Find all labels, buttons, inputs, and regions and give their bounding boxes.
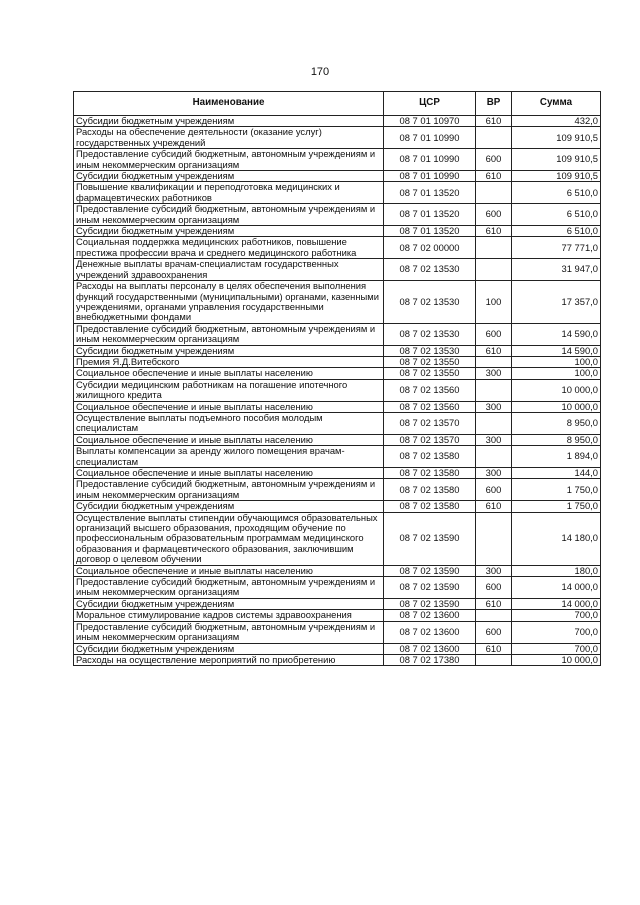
cell-csr: 08 7 02 13530 (384, 281, 476, 324)
column-header-csr: ЦСР (384, 92, 476, 116)
table-row (74, 182, 601, 204)
table-row (74, 259, 601, 281)
table-row (74, 379, 601, 401)
cell-vr: 610 (476, 226, 512, 237)
cell-name: Социальная поддержка медицинских работников, повышение престижа профессии врача и среднего медицинского работника (74, 237, 384, 259)
cell-sum: 700,0 (512, 643, 601, 654)
table-row (74, 368, 601, 379)
cell-vr (476, 446, 512, 468)
cell-sum: 100,0 (512, 356, 601, 367)
cell-vr: 610 (476, 345, 512, 356)
cell-name: Субсидии бюджетным учреждениям (74, 226, 384, 237)
cell-vr: 610 (476, 598, 512, 609)
cell-vr: 600 (476, 149, 512, 171)
cell-name: Субсидии бюджетным учреждениям (74, 598, 384, 609)
cell-sum: 180,0 (512, 565, 601, 576)
cell-csr: 08 7 02 13600 (384, 610, 476, 621)
cell-name: Субсидии бюджетным учреждениям (74, 116, 384, 127)
cell-name: Предоставление субсидий бюджетным, автономным учреждениям и иным некоммерческим организациям (74, 479, 384, 501)
cell-name: Субсидии бюджетным учреждениям (74, 643, 384, 654)
cell-sum: 14 000,0 (512, 577, 601, 599)
cell-csr: 08 7 02 13580 (384, 446, 476, 468)
cell-vr (476, 412, 512, 434)
cell-sum: 10 000,0 (512, 401, 601, 412)
table-header-row (74, 92, 601, 116)
table-row (74, 621, 601, 643)
table-row (74, 434, 601, 445)
cell-name: Социальное обеспечение и иные выплаты населению (74, 401, 384, 412)
cell-csr: 08 7 02 13560 (384, 401, 476, 412)
cell-csr: 08 7 02 13560 (384, 379, 476, 401)
budget-table (73, 91, 601, 666)
cell-vr (476, 182, 512, 204)
cell-vr: 300 (476, 565, 512, 576)
cell-csr: 08 7 02 13530 (384, 259, 476, 281)
cell-sum: 77 771,0 (512, 237, 601, 259)
cell-csr: 08 7 02 13590 (384, 565, 476, 576)
cell-csr: 08 7 02 13550 (384, 368, 476, 379)
cell-vr: 610 (476, 501, 512, 512)
cell-csr: 08 7 02 13590 (384, 598, 476, 609)
cell-name: Социальное обеспечение и иные выплаты населению (74, 368, 384, 379)
table-row (74, 501, 601, 512)
cell-csr: 08 7 02 13590 (384, 577, 476, 599)
cell-sum: 14 590,0 (512, 323, 601, 345)
cell-csr: 08 7 01 13520 (384, 204, 476, 226)
cell-csr: 08 7 01 10990 (384, 171, 476, 182)
cell-vr: 600 (476, 621, 512, 643)
cell-vr (476, 512, 512, 565)
table-row (74, 610, 601, 621)
cell-name: Моральное стимулирование кадров системы здравоохранения (74, 610, 384, 621)
cell-sum: 14 000,0 (512, 598, 601, 609)
cell-sum: 31 947,0 (512, 259, 601, 281)
cell-sum: 700,0 (512, 610, 601, 621)
cell-vr: 600 (476, 577, 512, 599)
cell-vr: 600 (476, 479, 512, 501)
page-number: 170 (310, 66, 330, 78)
cell-csr: 08 7 02 13580 (384, 501, 476, 512)
cell-csr: 08 7 02 13550 (384, 356, 476, 367)
cell-name: Предоставление субсидий бюджетным, автономным учреждениям и иным некоммерческим организациям (74, 323, 384, 345)
column-header-sum: Сумма (512, 92, 601, 116)
cell-csr: 08 7 02 13570 (384, 412, 476, 434)
cell-sum: 109 910,5 (512, 171, 601, 182)
cell-name: Предоставление субсидий бюджетным, автономным учреждениям и иным некоммерческим организациям (74, 204, 384, 226)
cell-sum: 6 510,0 (512, 226, 601, 237)
cell-sum: 8 950,0 (512, 412, 601, 434)
cell-name: Премия Я.Д.Витебского (74, 356, 384, 367)
cell-sum: 1 894,0 (512, 446, 601, 468)
cell-name: Осуществление выплаты подъемного пособия молодым специалистам (74, 412, 384, 434)
table-row (74, 401, 601, 412)
cell-sum: 6 510,0 (512, 204, 601, 226)
cell-name: Социальное обеспечение и иные выплаты населению (74, 565, 384, 576)
table-row (74, 643, 601, 654)
table-row (74, 345, 601, 356)
table-row (74, 323, 601, 345)
cell-sum: 144,0 (512, 468, 601, 479)
cell-vr: 300 (476, 468, 512, 479)
table-row (74, 654, 601, 665)
table-row (74, 204, 601, 226)
table-row (74, 237, 601, 259)
cell-csr: 08 7 02 13600 (384, 643, 476, 654)
cell-name: Социальное обеспечение и иные выплаты населению (74, 468, 384, 479)
cell-sum: 1 750,0 (512, 479, 601, 501)
cell-csr: 08 7 02 17380 (384, 654, 476, 665)
cell-csr: 08 7 02 00000 (384, 237, 476, 259)
cell-csr: 08 7 01 10990 (384, 127, 476, 149)
cell-name: Повышение квалификации и переподготовка медицинских и фармацевтических работников (74, 182, 384, 204)
cell-name: Выплаты компенсации за аренду жилого помещения врачам-специалистам (74, 446, 384, 468)
cell-name: Субсидии бюджетным учреждениям (74, 171, 384, 182)
table-row (74, 577, 601, 599)
cell-sum: 10 000,0 (512, 654, 601, 665)
table-row (74, 479, 601, 501)
table-row (74, 171, 601, 182)
column-header-name: Наименование (74, 92, 384, 116)
table-row (74, 116, 601, 127)
cell-name: Расходы на осуществление мероприятий по приобретению (74, 654, 384, 665)
cell-csr: 08 7 01 10970 (384, 116, 476, 127)
table-row (74, 226, 601, 237)
cell-name: Расходы на выплаты персоналу в целях обеспечения выполнения функций государственными (муниципальными) органами, казенными учреждениями, органами управления государственными внебюджетными фондами (74, 281, 384, 324)
cell-name: Предоставление субсидий бюджетным, автономным учреждениям и иным некоммерческим организациям (74, 577, 384, 599)
table-row (74, 127, 601, 149)
cell-csr: 08 7 02 13580 (384, 468, 476, 479)
cell-csr: 08 7 02 13530 (384, 345, 476, 356)
cell-sum: 14 180,0 (512, 512, 601, 565)
cell-vr: 600 (476, 204, 512, 226)
cell-name: Социальное обеспечение и иные выплаты населению (74, 434, 384, 445)
cell-vr: 300 (476, 368, 512, 379)
cell-vr: 600 (476, 323, 512, 345)
table-row (74, 446, 601, 468)
cell-sum: 10 000,0 (512, 379, 601, 401)
cell-vr (476, 610, 512, 621)
cell-vr: 300 (476, 434, 512, 445)
cell-name: Предоставление субсидий бюджетным, автономным учреждениям и иным некоммерческим организациям (74, 149, 384, 171)
cell-name: Субсидии бюджетным учреждениям (74, 345, 384, 356)
cell-csr: 08 7 02 13600 (384, 621, 476, 643)
cell-vr: 610 (476, 116, 512, 127)
table-row (74, 281, 601, 324)
cell-sum: 432,0 (512, 116, 601, 127)
cell-csr: 08 7 02 13530 (384, 323, 476, 345)
table-row (74, 565, 601, 576)
table-row (74, 149, 601, 171)
cell-sum: 6 510,0 (512, 182, 601, 204)
cell-sum: 17 357,0 (512, 281, 601, 324)
cell-name: Субсидии медицинским работникам на погашение ипотечного жилищного кредита (74, 379, 384, 401)
cell-vr (476, 654, 512, 665)
cell-sum: 8 950,0 (512, 434, 601, 445)
table-row (74, 356, 601, 367)
cell-csr: 08 7 01 13520 (384, 226, 476, 237)
cell-vr: 100 (476, 281, 512, 324)
column-header-vr: ВР (476, 92, 512, 116)
cell-vr (476, 237, 512, 259)
table-row (74, 512, 601, 565)
cell-name: Денежные выплаты врачам-специалистам государственных учреждений здравоохранения (74, 259, 384, 281)
cell-sum: 100,0 (512, 368, 601, 379)
cell-csr: 08 7 02 13570 (384, 434, 476, 445)
cell-sum: 109 910,5 (512, 149, 601, 171)
cell-csr: 08 7 02 13580 (384, 479, 476, 501)
cell-sum: 14 590,0 (512, 345, 601, 356)
cell-vr: 610 (476, 171, 512, 182)
cell-vr: 610 (476, 643, 512, 654)
cell-vr (476, 356, 512, 367)
cell-csr: 08 7 02 13590 (384, 512, 476, 565)
cell-name: Осуществление выплаты стипендии обучающимся образовательных организаций высшего образования, проходящим обучение по профессиональным образовательным программам медицинского образования и фармацевтического образования, заключившим договор о целевом обучении (74, 512, 384, 565)
cell-vr (476, 127, 512, 149)
cell-csr: 08 7 01 10990 (384, 149, 476, 171)
cell-vr (476, 379, 512, 401)
table-body (74, 116, 601, 666)
cell-vr: 300 (476, 401, 512, 412)
cell-sum: 700,0 (512, 621, 601, 643)
cell-csr: 08 7 01 13520 (384, 182, 476, 204)
cell-sum: 1 750,0 (512, 501, 601, 512)
table-row (74, 412, 601, 434)
cell-sum: 109 910,5 (512, 127, 601, 149)
cell-name: Предоставление субсидий бюджетным, автономным учреждениям и иным некоммерческим организациям (74, 621, 384, 643)
cell-name: Субсидии бюджетным учреждениям (74, 501, 384, 512)
cell-vr (476, 259, 512, 281)
cell-name: Расходы на обеспечение деятельности (оказание услуг) государственных учреждений (74, 127, 384, 149)
table-row (74, 468, 601, 479)
table-row (74, 598, 601, 609)
